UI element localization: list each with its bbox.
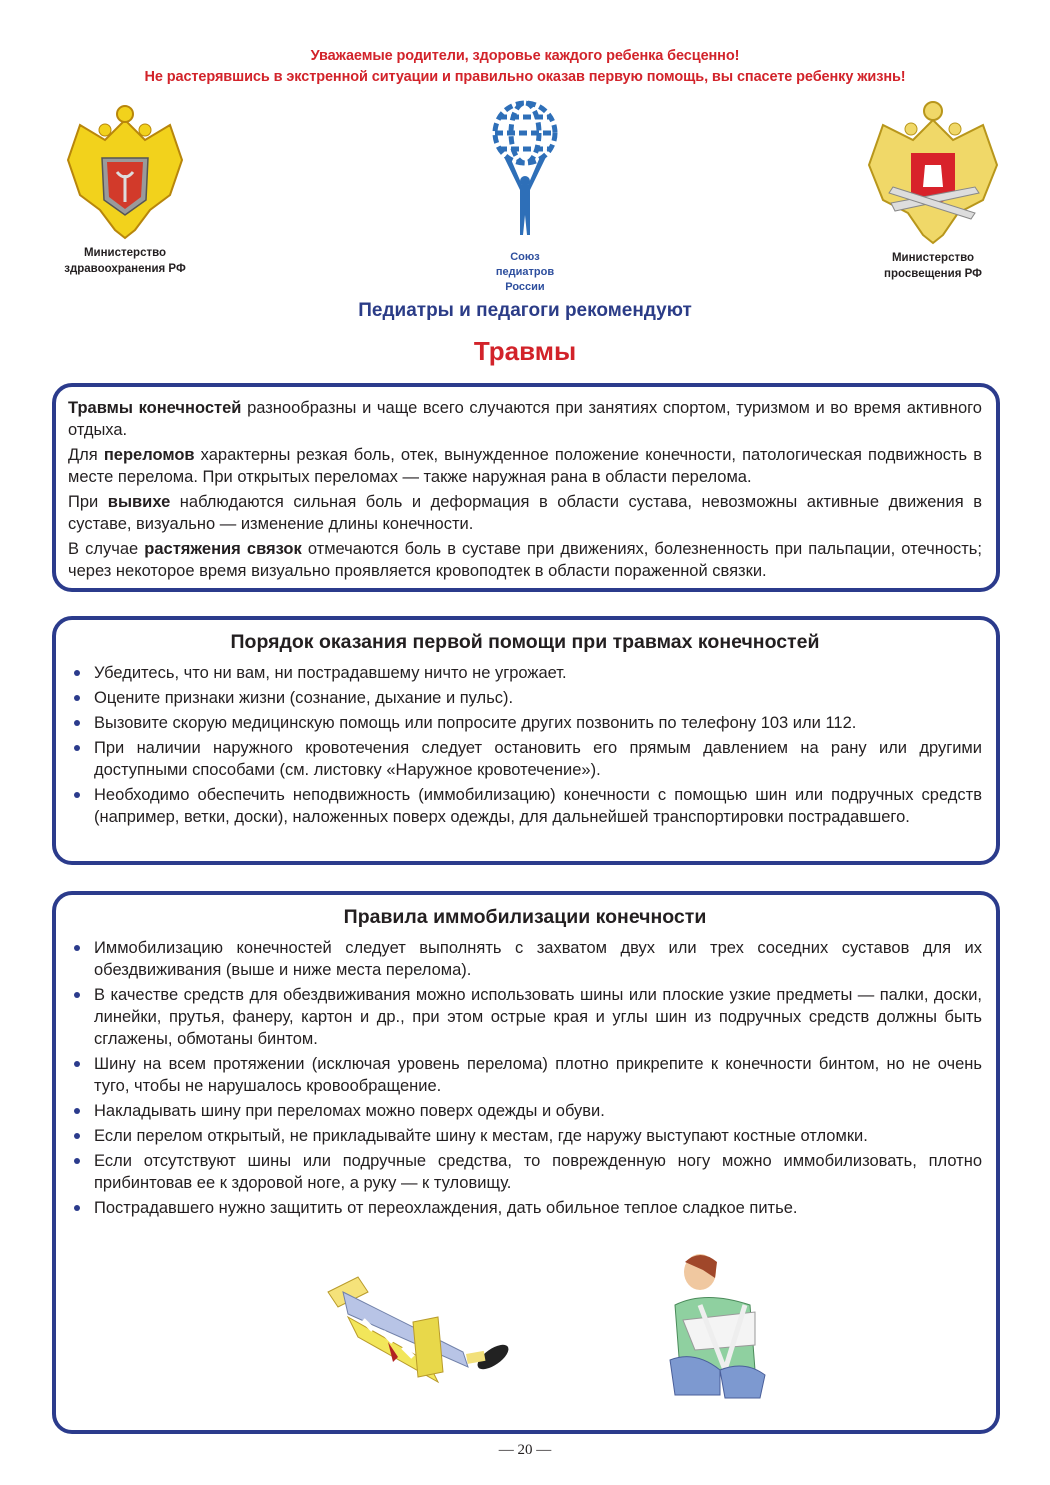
- list-item: Вызовите скорую медицинскую помощь или попросите других позвонить по телефону 103 или 112.: [68, 712, 982, 734]
- intro-paragraph: Травмы конечностей разнообразны и чаще всего случаются при занятиях спортом, туризмом и во время активного отдыха.: [68, 399, 982, 439]
- page-number: — 20 —: [498, 1442, 552, 1458]
- list-item: Шину на всем протяжении (исключая уровень перелома) плотно прикрепите к конечности бинтом, но не очень туго, чтобы не нарушалось кровообращение.: [68, 1053, 982, 1097]
- pediatricians-union-globe-icon: [490, 95, 560, 245]
- logo-right-caption-line1: Министерство: [891, 252, 975, 264]
- list-item: Накладывать шину при переломах можно поверх одежды и обуви.: [68, 1100, 982, 1122]
- logo-center-caption-line2: педиатров: [495, 266, 555, 278]
- logo-right-caption-line2: просвещения РФ: [884, 268, 982, 280]
- header-message-line1: Уважаемые родители, здоровье каждого ребенка бесценно!: [310, 48, 740, 64]
- logo-left-caption-line2: здравоохранения РФ: [64, 263, 186, 275]
- list-item: Если отсутствуют шины или подручные средства, то поврежденную ногу можно иммобилизовать, плотно прибинтовав ее к здоровой ноге, а руку — к туловищу.: [68, 1150, 982, 1194]
- list-item: Пострадавшего нужно защитить от переохлаждения, дать обильное теплое сладкое питье.: [68, 1197, 982, 1219]
- list-item: Иммобилизацию конечностей следует выполнять с захватом двух или трех соседних суставов для их обездвиживания (выше и ниже места перелома).: [68, 937, 982, 981]
- intro-paragraph: В случае растяжения связок отмечаются боль в суставе при движениях, болезненность при пальпации, отечность; через некоторое время визуально проявляется кровоподтек в области пораженной связки.: [68, 540, 982, 580]
- first-aid-list: [68, 662, 982, 828]
- logo-center-caption-line1: Союз: [510, 251, 540, 263]
- logo-pediatricians-union: [470, 95, 580, 295]
- first-aid-title: Порядок оказания первой помощи при травмах конечностей: [230, 631, 820, 653]
- intro-paragraph: При вывихе наблюдаются сильная боль и деформация в области сустава, невозможны активные движения в суставе, визуально — изменение длины конечности.: [68, 493, 982, 533]
- page-title: Травмы: [473, 336, 577, 366]
- arm-sling-illustration: [655, 1250, 770, 1400]
- intro-paragraph: Для переломов характерны резкая боль, отек, вынужденное положение конечности, патологическая подвижность в месте перелома. При открытых переломах — также наружная рана в области перелома.: [68, 446, 982, 486]
- intro-term: Травмы конечностей: [68, 399, 242, 417]
- page-subtitle: Педиатры и педагоги рекомендуют: [358, 300, 692, 321]
- header-message-line2: Не растерявшись в экстренной ситуации и правильно оказав первую помощь, вы спасете ребенку жизнь!: [144, 69, 906, 85]
- logo-left-caption-line1: Министерство: [83, 247, 167, 259]
- coat-of-arms-education-ministry-icon: [863, 95, 1003, 245]
- list-item: Если перелом открытый, не прикладывайте шину к местам, где наружу выступают костные отломки.: [68, 1125, 982, 1147]
- intro-box: [52, 383, 1000, 592]
- logo-education-ministry: [848, 95, 1018, 282]
- immobilization-list: [68, 937, 982, 1219]
- intro-term: растяжения связок: [144, 540, 302, 558]
- coat-of-arms-health-ministry-icon: [60, 100, 190, 240]
- list-item: В качестве средств для обездвиживания можно использовать шины или плоские узкие предметы — палки, доски, линейки, прутья, фанеру, картон и др., при этом острые края и углы шин из подручных средств должны быть сглажены, обмотаны бинтом.: [68, 984, 982, 1050]
- leg-splint-illustration: [318, 1262, 518, 1392]
- immobilization-box: [52, 891, 1000, 1434]
- list-item: Оцените признаки жизни (сознание, дыхание и пульс).: [68, 687, 982, 709]
- immobilization-title: Правила иммобилизации конечности: [343, 906, 707, 928]
- list-item: Необходимо обеспечить неподвижность (иммобилизацию) конечности с помощью шин или подручных средств (например, ветки, доски), наложенных поверх одежды, для дальнейшей транспортировки пострадавшего.: [68, 784, 982, 828]
- logo-center-caption-line3: России: [505, 281, 545, 293]
- first-aid-box: [52, 616, 1000, 865]
- logo-health-ministry: [40, 100, 210, 277]
- list-item: Убедитесь, что ни вам, ни пострадавшему ничто не угрожает.: [68, 662, 982, 684]
- list-item: При наличии наружного кровотечения следует остановить его прямым давлением на рану или другими доступными способами (см. листовку «Наружное кровотечение»).: [68, 737, 982, 781]
- intro-term: вывихе: [107, 493, 171, 511]
- intro-term: переломов: [103, 446, 195, 464]
